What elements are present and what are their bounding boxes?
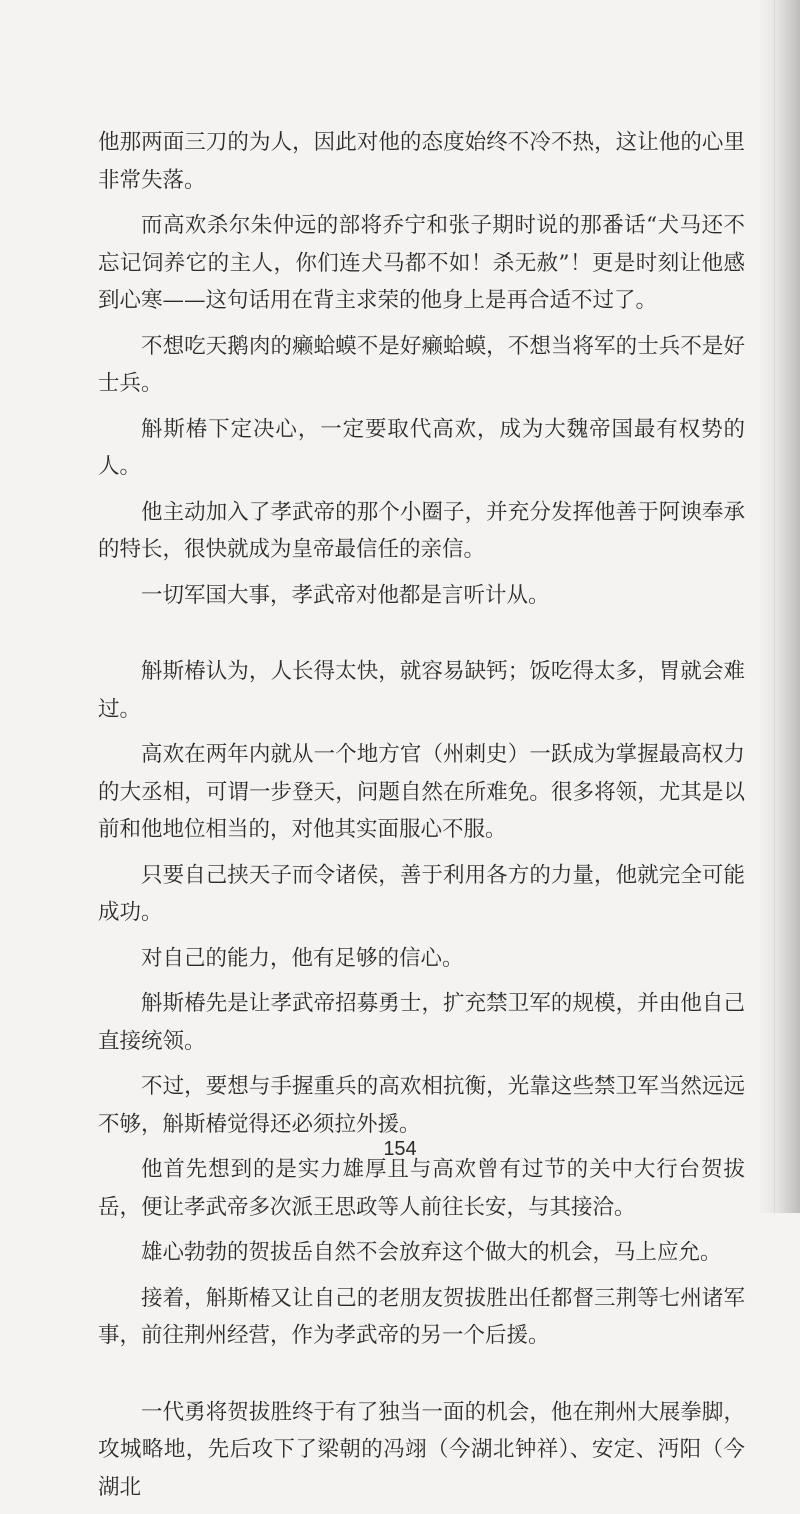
paragraph-4: 斛斯椿下定决心，一定要取代高欢，成为大魏帝国最有权势的人。 — [98, 416, 745, 479]
paragraph-8: 高欢在两年内就从一个地方官（州刺史）一跃成为掌握最高权力的大丞相，可谓一步登天，问题自然在所难免。很多将领，尤其是以前和他地位相当的，对他其实面服心不服。 — [98, 742, 745, 842]
paragraph-12: 不过，要想与手握重兵的高欢相抗衡，光靠这些禁卫军当然远远不够，斛斯椿觉得还必须拉外援。 — [98, 1074, 745, 1137]
paragraph-10: 对自己的能力，他有足够的信心。 — [141, 945, 464, 971]
paragraph-7: 斛斯椿认为，人长得太快，就容易缺钙；饭吃得太多，胃就会难过。 — [98, 659, 745, 722]
paragraph-13: 他首先想到的是实力雄厚且与高欢曾有过节的关中大行台贺拔岳，便让孝武帝多次派王思政等人前往长安，与其接洽。 — [98, 1157, 745, 1220]
paragraph-2: 而高欢杀尔朱仲远的部将乔宁和张子期时说的那番话“犬马还不忘记饲养它的主人，你们连犬马都不如！杀无赦”！更是时刻让他感到心寒——这句话用在背主求荣的他身上是再合适不过了。 — [98, 213, 745, 313]
page-edge-shadow — [760, 0, 800, 1213]
paragraph-15: 接着，斛斯椿又让自己的老朋友贺拔胜出任都督三荆等七州诸军事，前往荆州经营，作为孝武帝的另一个后援。 — [98, 1285, 745, 1348]
body-text — [98, 124, 745, 1514]
paragraph-1: 他那两面三刀的为人，因此对他的态度始终不冷不热，这让他的心里非常失落。 — [98, 130, 745, 193]
paragraph-3: 不想吃天鹅肉的癞蛤蟆不是好癞蛤蟆，不想当将军的士兵不是好士兵。 — [98, 333, 745, 396]
paragraph-9: 只要自己挟天子而令诸侯，善于利用各方的力量，他就完全可能成功。 — [98, 862, 745, 925]
paragraph-16: 一代勇将贺拔胜终于有了独当一面的机会，他在荆州大展拳脚，攻城略地，先后攻下了梁朝的冯翊（今湖北钟祥）、安定、沔阳（今湖北 — [98, 1399, 745, 1500]
section-break — [98, 1363, 745, 1394]
section-break — [98, 622, 745, 653]
page-number: 154 — [383, 1138, 417, 1160]
paragraph-5: 他主动加入了孝武帝的那个小圈子，并充分发挥他善于阿谀奉承的特长，很快就成为皇帝最信任的亲信。 — [98, 499, 745, 562]
paragraph-11: 斛斯椿先是让孝武帝招募勇士，扩充禁卫军的规模，并由他自己直接统领。 — [98, 991, 745, 1054]
paragraph-6: 一切军国大事，孝武帝对他都是言听计从。 — [141, 582, 550, 608]
paragraph-14: 雄心勃勃的贺拔岳自然不会放弃这个做大的机会，马上应允。 — [141, 1240, 722, 1265]
